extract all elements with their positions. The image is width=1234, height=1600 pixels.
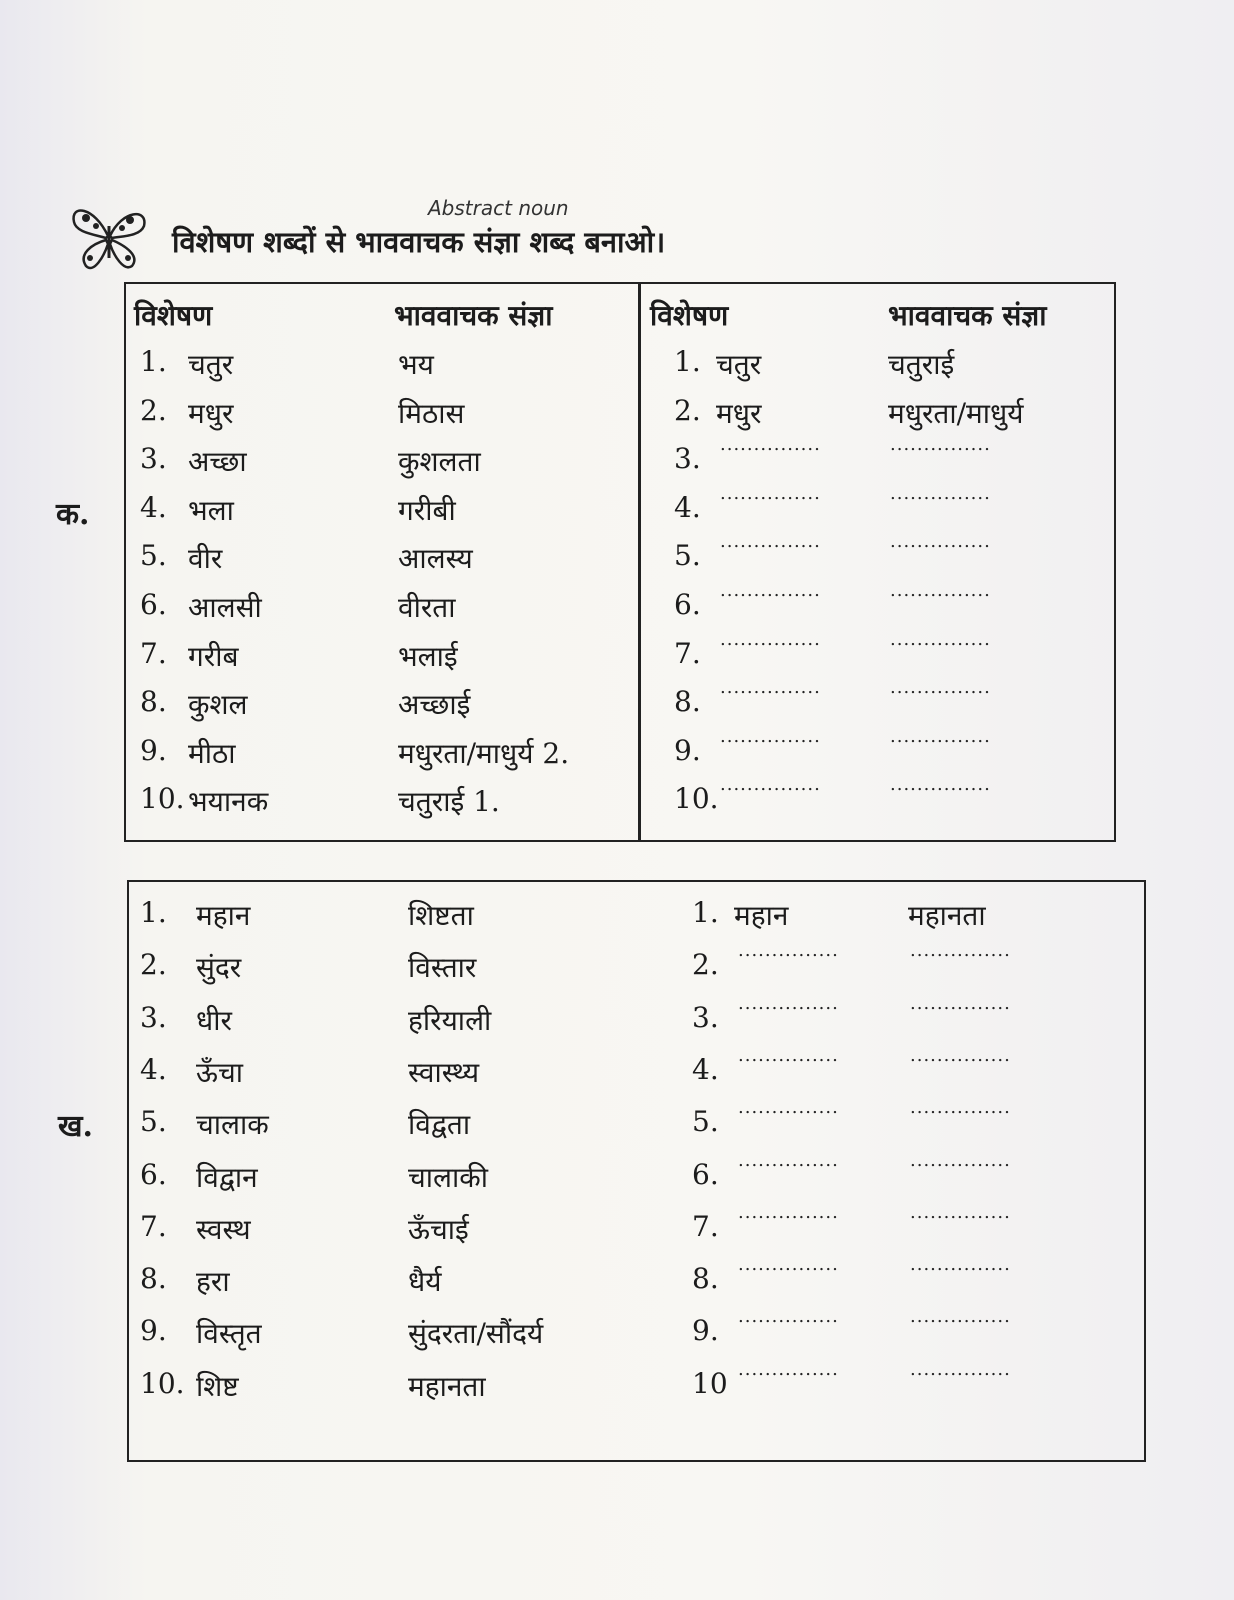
left-adjective: चालाक: [196, 1108, 269, 1142]
answer-blank-noun[interactable]: ...............: [910, 1201, 1011, 1223]
answer-blank-noun[interactable]: ...............: [890, 531, 991, 553]
answer-blank-noun[interactable]: ...............: [890, 677, 991, 699]
left-adjective: धीर: [196, 1003, 232, 1037]
butterfly-icon: [64, 196, 154, 276]
left-item-number: 7.: [140, 636, 167, 670]
right-item-number: 1.: [692, 896, 719, 929]
left-item-number: 5.: [140, 1105, 167, 1139]
answer-blank-noun[interactable]: ...............: [910, 992, 1011, 1014]
left-adjective: आलसी: [188, 591, 262, 624]
left-item-number: 7.: [140, 1209, 167, 1243]
answer-blank-noun[interactable]: ...............: [910, 1044, 1011, 1066]
answer-blank-noun[interactable]: ...............: [890, 725, 991, 747]
answer-blank-adjective[interactable]: ...............: [738, 992, 839, 1014]
answer-blank-adjective[interactable]: ...............: [738, 940, 839, 962]
left-item-number: 3.: [140, 442, 167, 476]
answer-blank-adjective[interactable]: ...............: [738, 1201, 839, 1223]
left-item-number: 4.: [140, 490, 167, 524]
left-abstract-noun: मधुरता/माधुर्य 2.: [398, 736, 570, 770]
exercise-title: विशेषण शब्दों से भाववाचक संज्ञा शब्द बनाओ।: [172, 225, 666, 259]
section-a-right-header-adjective: विशेषण: [650, 299, 729, 332]
section-a-box: [124, 282, 1116, 842]
right-item-number: 5.: [674, 539, 701, 573]
right-item-number: 1.: [674, 345, 701, 378]
answer-blank-noun[interactable]: ...............: [910, 1358, 1011, 1380]
left-adjective: अच्छा: [188, 445, 247, 479]
left-adjective: सुंदर: [196, 951, 242, 985]
left-item-number: 10.: [140, 1366, 185, 1400]
section-a-right-header-noun: भाववाचक संज्ञा: [888, 299, 1047, 332]
right-item-number: 6.: [674, 588, 701, 621]
left-abstract-noun: कुशलता: [398, 445, 481, 479]
left-adjective: शिष्ट: [196, 1369, 239, 1403]
right-item-number: 4.: [674, 490, 701, 524]
left-adjective: मधुर: [188, 396, 234, 430]
right-item-number: 2.: [674, 393, 701, 427]
left-adjective: विद्वान: [196, 1160, 258, 1194]
left-abstract-noun: वीरता: [398, 591, 456, 624]
answer-blank-adjective[interactable]: ...............: [738, 1044, 839, 1066]
left-item-number: 2.: [140, 393, 167, 427]
left-item-number: 3.: [140, 1000, 167, 1034]
left-abstract-noun: भलाई: [398, 639, 458, 673]
answer-blank-noun[interactable]: ...............: [910, 1254, 1011, 1276]
left-item-number: 9.: [140, 1314, 167, 1348]
answer-blank-adjective[interactable]: ...............: [738, 1254, 839, 1276]
answer-abstract-noun: चतुराई: [888, 348, 955, 381]
answer-abstract-noun: महानता: [908, 899, 986, 932]
left-item-number: 2.: [140, 948, 167, 982]
left-adjective: स्वस्थ: [196, 1212, 251, 1246]
left-abstract-noun: हरियाली: [408, 1003, 492, 1037]
right-item-number: 5.: [692, 1105, 719, 1139]
section-a-label: क.: [56, 497, 90, 532]
answer-blank-adjective[interactable]: ...............: [738, 1306, 839, 1328]
right-item-number: 2.: [692, 948, 719, 982]
left-item-number: 10.: [140, 782, 185, 816]
left-adjective: विस्तृत: [196, 1317, 262, 1351]
right-item-number: 9.: [674, 733, 701, 767]
section-a-left-header-noun: भाववाचक संज्ञा: [394, 299, 553, 332]
right-item-number: 7.: [674, 636, 701, 670]
answer-abstract-noun: मधुरता/माधुर्य: [888, 396, 1024, 430]
left-adjective: चतुर: [188, 348, 234, 381]
left-abstract-noun: ऊँचाई: [408, 1212, 469, 1246]
answer-adjective: चतुर: [716, 348, 762, 381]
left-abstract-noun: महानता: [408, 1369, 486, 1403]
handwritten-note: Abstract noun: [428, 196, 569, 220]
left-abstract-noun: विद्वता: [408, 1108, 471, 1142]
section-a-divider: [638, 282, 641, 842]
answer-blank-noun[interactable]: ...............: [890, 482, 991, 504]
answer-blank-adjective[interactable]: ...............: [738, 1358, 839, 1380]
answer-blank-noun[interactable]: ...............: [890, 434, 991, 456]
answer-blank-noun[interactable]: ...............: [910, 1149, 1011, 1171]
right-item-number: 7.: [692, 1209, 719, 1243]
right-item-number: 6.: [692, 1157, 719, 1191]
left-abstract-noun: गरीबी: [398, 493, 456, 527]
left-item-number: 1.: [140, 896, 167, 929]
left-adjective: भयानक: [188, 785, 269, 819]
right-item-number: 3.: [674, 442, 701, 476]
right-item-number: 8.: [674, 685, 701, 719]
answer-blank-noun[interactable]: ...............: [890, 580, 991, 601]
left-abstract-noun: मिठास: [398, 396, 465, 430]
answer-blank-adjective[interactable]: ...............: [720, 482, 821, 504]
right-item-number: 10.: [674, 782, 719, 816]
left-abstract-noun: सुंदरता/सौंदर्य: [408, 1317, 544, 1351]
answer-blank-adjective[interactable]: ...............: [720, 580, 821, 601]
left-adjective: मीठा: [188, 736, 236, 770]
left-adjective: कुशल: [188, 688, 248, 722]
answer-blank-adjective[interactable]: ...............: [738, 1149, 839, 1171]
left-abstract-noun: शिष्टता: [408, 899, 474, 932]
left-abstract-noun: चालाकी: [408, 1160, 489, 1194]
answer-blank-noun[interactable]: ...............: [910, 1097, 1011, 1119]
left-adjective: हरा: [196, 1265, 230, 1299]
left-abstract-noun: स्वास्थ्य: [408, 1055, 480, 1089]
left-item-number: 4.: [140, 1052, 167, 1086]
answer-blank-noun[interactable]: ...............: [890, 774, 991, 796]
right-item-number: 8.: [692, 1262, 719, 1296]
left-item-number: 1.: [140, 345, 167, 378]
answer-blank-adjective[interactable]: ...............: [720, 531, 821, 553]
left-item-number: 8.: [140, 685, 167, 719]
answer-blank-adjective[interactable]: ...............: [720, 725, 821, 747]
left-adjective: भला: [188, 493, 234, 527]
answer-blank-adjective[interactable]: ...............: [720, 774, 821, 796]
section-a-left-header-adjective: विशेषण: [134, 299, 213, 332]
left-abstract-noun: भय: [398, 348, 434, 381]
right-item-number: 9.: [692, 1314, 719, 1348]
answer-blank-noun[interactable]: ...............: [910, 940, 1011, 962]
answer-adjective: महान: [734, 899, 789, 932]
left-adjective: ऊँचा: [196, 1055, 244, 1089]
right-item-number: 10: [692, 1366, 728, 1400]
right-item-number: 4.: [692, 1052, 719, 1086]
left-item-number: 6.: [140, 1157, 167, 1191]
left-abstract-noun: धैर्य: [408, 1265, 442, 1299]
left-item-number: 5.: [140, 539, 167, 573]
answer-blank-noun[interactable]: ...............: [910, 1306, 1011, 1328]
answer-blank-adjective[interactable]: ...............: [738, 1097, 839, 1119]
left-abstract-noun: अच्छाई: [398, 688, 471, 722]
answer-blank-adjective[interactable]: ...............: [720, 677, 821, 699]
left-abstract-noun: विस्तार: [408, 951, 477, 985]
right-item-number: 3.: [692, 1000, 719, 1034]
left-abstract-noun: आलस्य: [398, 542, 473, 576]
left-abstract-noun: चतुराई 1.: [398, 785, 500, 819]
answer-blank-adjective[interactable]: ...............: [720, 628, 821, 650]
left-adjective: महान: [196, 899, 251, 932]
answer-blank-noun[interactable]: ...............: [890, 628, 991, 650]
left-adjective: गरीब: [188, 639, 239, 673]
answer-adjective: मधुर: [716, 396, 762, 430]
answer-blank-adjective[interactable]: ...............: [720, 434, 821, 456]
left-item-number: 8.: [140, 1262, 167, 1296]
left-item-number: 9.: [140, 733, 167, 767]
section-b-label: ख.: [58, 1109, 93, 1144]
left-adjective: वीर: [188, 542, 223, 576]
left-item-number: 6.: [140, 588, 167, 621]
